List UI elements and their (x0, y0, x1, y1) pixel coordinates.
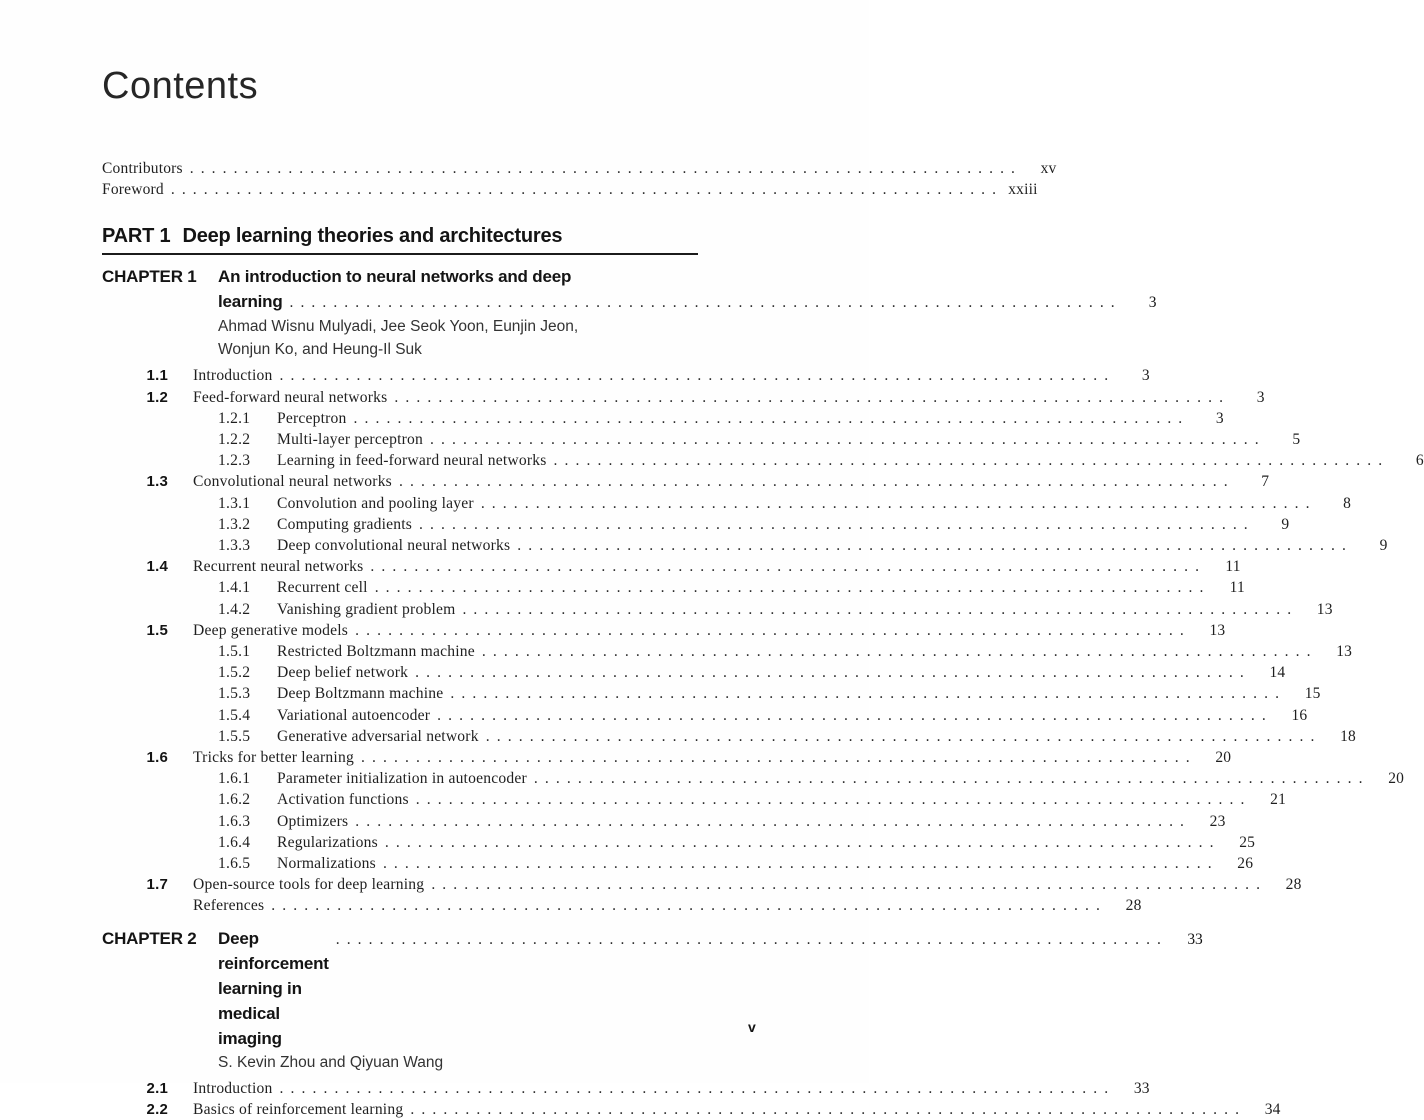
dot-leader (354, 408, 1184, 429)
section-page-number: 33 (1133, 1079, 1150, 1097)
section-number: 1.2.2 (218, 431, 251, 449)
dot-leader (517, 535, 1347, 556)
section-title: Normalizations (277, 855, 376, 873)
section-title: Basics of reinforcement learning (193, 1100, 404, 1118)
section-page-number: 8 (1343, 494, 1352, 512)
section-page-number: 13 (1316, 600, 1333, 618)
section-entry (102, 599, 1333, 620)
dot-leader (486, 726, 1316, 747)
section-page-number: 11 (1225, 558, 1241, 576)
section-title: Introduction (193, 367, 273, 385)
chapter-head (102, 926, 1203, 1074)
section-title: Deep generative models (193, 621, 349, 639)
section-page-number: 34 (1264, 1100, 1281, 1118)
section-number: 1.5.4 (218, 706, 251, 724)
chapter-authors: Wonjun Ko, and Heung-Il Suk (218, 341, 422, 359)
section-entry (102, 874, 1302, 895)
section-page-number: 13 (1336, 643, 1353, 661)
section-number: 1.3.2 (218, 515, 251, 533)
chapter-page-number: 3 (1148, 294, 1157, 312)
section-entry (102, 493, 1352, 514)
section-entry (102, 683, 1321, 704)
section-entry (102, 747, 1232, 768)
section-page-number: 3 (1141, 367, 1150, 385)
section-number: 1.6.2 (218, 791, 251, 809)
section-page-number: 21 (1270, 791, 1287, 809)
part-heading (102, 225, 698, 255)
dot-leader (394, 387, 1224, 408)
dot-leader (415, 662, 1245, 683)
chapter-label: CHAPTER 2 (102, 928, 197, 948)
section-title: Computing gradients (277, 515, 413, 533)
chapter-head-right (218, 264, 1156, 361)
chapter-page-number: 33 (1187, 930, 1203, 948)
dot-leader (437, 705, 1267, 726)
section-number: 2.1 (146, 1079, 168, 1097)
section-entry (102, 726, 1356, 747)
page-number-footer: v (748, 1019, 756, 1035)
section-title: Introduction (193, 1079, 273, 1097)
section-list (102, 1078, 1281, 1120)
dot-leader (554, 450, 1384, 471)
section-list (102, 365, 1424, 916)
section-title: Recurrent neural networks (193, 558, 364, 576)
section-page-number: 23 (1209, 812, 1226, 830)
section-title: References (193, 897, 265, 915)
section-page-number: 7 (1261, 473, 1270, 491)
section-number: 1.6.3 (218, 812, 251, 830)
section-page-number: 9 (1281, 515, 1290, 533)
dot-leader (290, 290, 1117, 315)
section-page-number: 25 (1239, 833, 1256, 851)
dot-leader (280, 1078, 1110, 1099)
section-title: Deep belief network (277, 664, 409, 682)
section-number: 1.6.4 (218, 833, 251, 851)
section-entry (102, 789, 1287, 810)
section-entry (102, 577, 1245, 598)
section-number: 1.3.3 (218, 537, 251, 555)
section-page-number: 5 (1292, 431, 1301, 449)
section-title: Vanishing gradient problem (277, 600, 456, 618)
dot-leader (399, 471, 1229, 492)
chapter-list (102, 264, 1424, 1120)
toc-content (102, 0, 1424, 1120)
dot-leader (336, 927, 1163, 952)
dot-leader (385, 832, 1215, 853)
dot-leader (280, 365, 1110, 386)
section-title: Regularizations (277, 833, 378, 851)
chapter-title: Deep reinforcement learning in medical imaging (218, 928, 329, 1048)
dot-leader (171, 179, 998, 200)
front-matter-entry (102, 158, 1057, 179)
section-entry (102, 408, 1224, 429)
dot-leader (410, 1099, 1240, 1120)
section-title: Convolutional neural networks (193, 473, 392, 491)
page-title: Contents (102, 65, 259, 107)
chapter-entry (102, 264, 1424, 916)
section-title: Open-source tools for deep learning (193, 876, 425, 894)
chapter-head-right (218, 926, 1203, 1074)
dot-leader (416, 789, 1246, 810)
part-label: PART 1 (102, 225, 171, 248)
section-title: Generative adversarial network (277, 727, 479, 745)
section-page-number: 6 (1415, 452, 1424, 470)
section-entry (102, 1099, 1281, 1120)
chapter-entry (102, 926, 1281, 1120)
section-page-number: 20 (1388, 770, 1405, 788)
section-page-number: 9 (1379, 537, 1388, 555)
section-number: 1.2.1 (218, 409, 251, 427)
dot-leader (430, 429, 1260, 450)
section-page-number: 16 (1291, 706, 1308, 724)
section-entry (102, 832, 1256, 853)
chapter-authors: S. Kevin Zhou and Qiyuan Wang (218, 1053, 444, 1071)
section-entry (102, 471, 1270, 492)
section-number: 1.5.1 (218, 643, 251, 661)
dot-leader (190, 158, 1017, 179)
section-number: 1.5 (146, 621, 168, 639)
section-entry (102, 429, 1301, 450)
section-title: Learning in feed-forward neural networks (277, 452, 547, 470)
entry-title: Contributors (102, 160, 183, 177)
dot-leader (450, 683, 1280, 704)
section-title: Deep Boltzmann machine (277, 685, 444, 703)
section-number: 1.6 (146, 749, 168, 767)
section-entry (102, 1078, 1150, 1099)
section-page-number: 20 (1215, 749, 1232, 767)
dot-leader (355, 620, 1185, 641)
front-matter-list (102, 158, 1057, 200)
section-entry (102, 365, 1150, 386)
dot-leader (431, 874, 1261, 895)
section-number: 1.4.1 (218, 579, 251, 597)
section-number: 1.3 (146, 473, 168, 491)
dot-leader (534, 768, 1364, 789)
section-page-number: 3 (1256, 388, 1265, 406)
chapter-title-line (218, 289, 1156, 315)
section-page-number: 14 (1269, 664, 1286, 682)
section-title: Parameter initialization in autoencoder (277, 770, 527, 788)
front-matter-entry (102, 179, 1038, 200)
chapter-title-line (218, 264, 1156, 289)
section-entry (102, 620, 1226, 641)
dot-leader (361, 747, 1191, 768)
entry-page-number: xxiii (1008, 181, 1038, 199)
entry-title: Foreword (102, 181, 164, 199)
chapter-label: CHAPTER 1 (102, 267, 197, 287)
section-page-number: 15 (1304, 685, 1321, 703)
section-title: Deep convolutional neural networks (277, 537, 511, 555)
section-entry (102, 641, 1353, 662)
section-title: Optimizers (277, 812, 349, 830)
section-number: 1.6.5 (218, 855, 251, 873)
section-number: 1.6.1 (218, 770, 251, 788)
section-number: 1.4.2 (218, 600, 251, 618)
chapter-authors: Ahmad Wisnu Mulyadi, Jee Seok Yoon, Eunjin Jeon, (218, 318, 579, 336)
dot-leader (482, 641, 1312, 662)
chapter-title-line (218, 926, 1203, 1051)
section-entry (102, 662, 1286, 683)
section-entry (102, 535, 1388, 556)
section-entry (102, 895, 1142, 916)
section-page-number: 18 (1340, 727, 1356, 745)
dot-leader (419, 514, 1249, 535)
section-number: 1.1 (146, 367, 168, 385)
chapter-title: learning (218, 292, 283, 312)
section-page-number: 11 (1229, 579, 1245, 597)
section-entry (102, 387, 1265, 408)
section-number: 1.5.2 (218, 664, 251, 682)
section-number: 1.5.5 (218, 727, 251, 745)
section-entry (102, 556, 1241, 577)
section-entry (102, 705, 1308, 726)
section-title: Perceptron (277, 409, 347, 427)
section-page-number: 28 (1125, 897, 1142, 915)
entry-page-number: xv (1040, 160, 1057, 177)
part-title: Deep learning theories and architectures (182, 225, 563, 248)
section-number: 1.4 (146, 558, 168, 576)
section-page-number: 28 (1285, 876, 1302, 894)
section-number: 2.2 (146, 1100, 168, 1118)
section-number: 1.3.1 (218, 494, 251, 512)
dot-leader (271, 895, 1101, 916)
dot-leader (370, 556, 1200, 577)
section-number: 1.5.3 (218, 685, 251, 703)
section-title: Recurrent cell (277, 579, 368, 597)
dot-leader (462, 599, 1292, 620)
dot-leader (355, 811, 1185, 832)
dot-leader (375, 577, 1205, 598)
section-number: 1.2.3 (218, 452, 251, 470)
section-entry (102, 853, 1254, 874)
section-entry (102, 450, 1424, 471)
section-number: 1.7 (146, 876, 168, 894)
section-title: Tricks for better learning (193, 749, 354, 767)
section-title: Activation functions (277, 791, 409, 809)
section-page-number: 3 (1215, 409, 1224, 427)
chapter-title: An introduction to neural networks and deep (218, 267, 572, 287)
section-title: Variational autoencoder (277, 706, 431, 724)
section-entry (102, 768, 1405, 789)
section-page-number: 13 (1209, 621, 1226, 639)
section-title: Multi-layer perceptron (277, 431, 423, 449)
section-title: Feed-forward neural networks (193, 388, 388, 406)
section-title: Restricted Boltzmann machine (277, 643, 475, 661)
section-title: Convolution and pooling layer (277, 494, 474, 512)
section-page-number: 26 (1237, 855, 1254, 873)
dot-leader (481, 493, 1311, 514)
dot-leader (383, 853, 1213, 874)
section-number: 1.2 (146, 388, 168, 406)
section-entry (102, 811, 1226, 832)
section-entry (102, 514, 1290, 535)
chapter-head (102, 264, 1157, 361)
